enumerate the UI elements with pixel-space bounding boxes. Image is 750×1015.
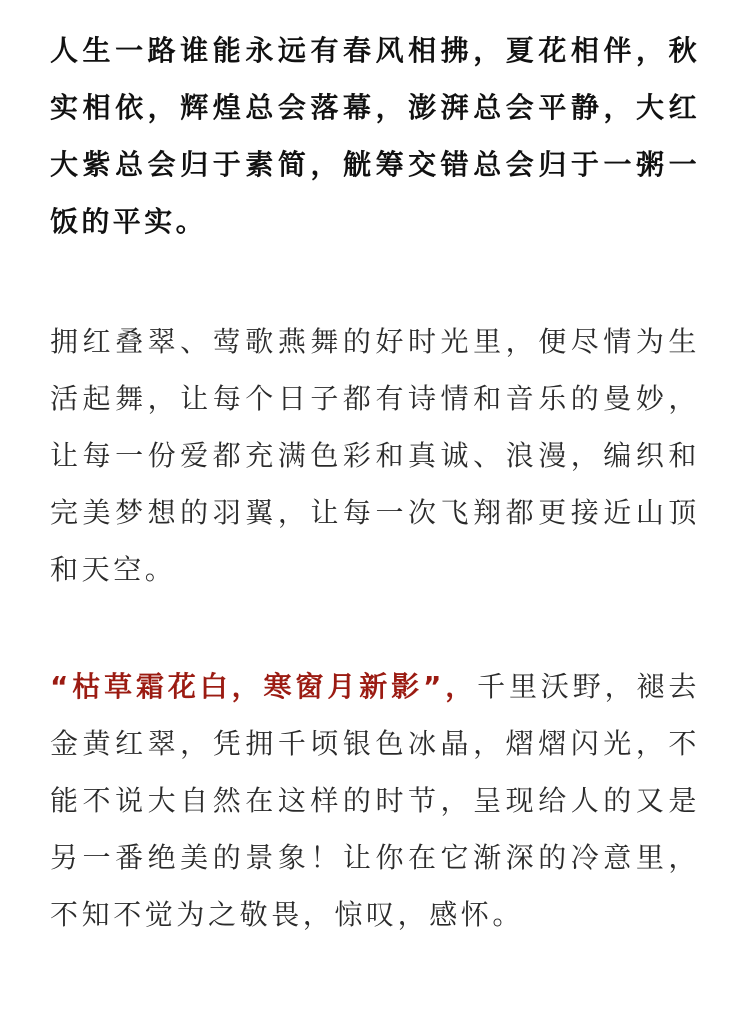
- third-paragraph: [50, 658, 700, 943]
- second-paragraph: 拥红叠翠、莺歌燕舞的好时光里，便尽情为生活起舞，让每个日子都有诗情和音乐的曼妙，让每一份爱都充满色彩和真诚、浪漫，编织和完美梦想的羽翼，让每一次飞翔都更接近山顶和天空。: [50, 325, 700, 586]
- intro-paragraph: 人生一路谁能永远有春风相拂，夏花相伴，秋实相依，辉煌总会落幕，澎湃总会平静，大红大紫总会归于素简，觥筹交错总会归于一粥一饭的平实。: [50, 34, 700, 238]
- article-body: [50, 22, 700, 943]
- poem-quote-highlight: “枯草霜花白，寒窗月新影”，: [50, 670, 478, 703]
- paragraph-spacer: [50, 250, 700, 313]
- third-paragraph-text: 千里沃野，褪去金黄红翠，凭拥千顷银色冰晶，熠熠闪光，不能不说大自然在这样的时节，呈现给人的又是另一番绝美的景象！让你在它渐深的冷意里，不知不觉为之敬畏，惊叹，感怀。: [50, 670, 700, 931]
- paragraph-spacer: [50, 598, 700, 658]
